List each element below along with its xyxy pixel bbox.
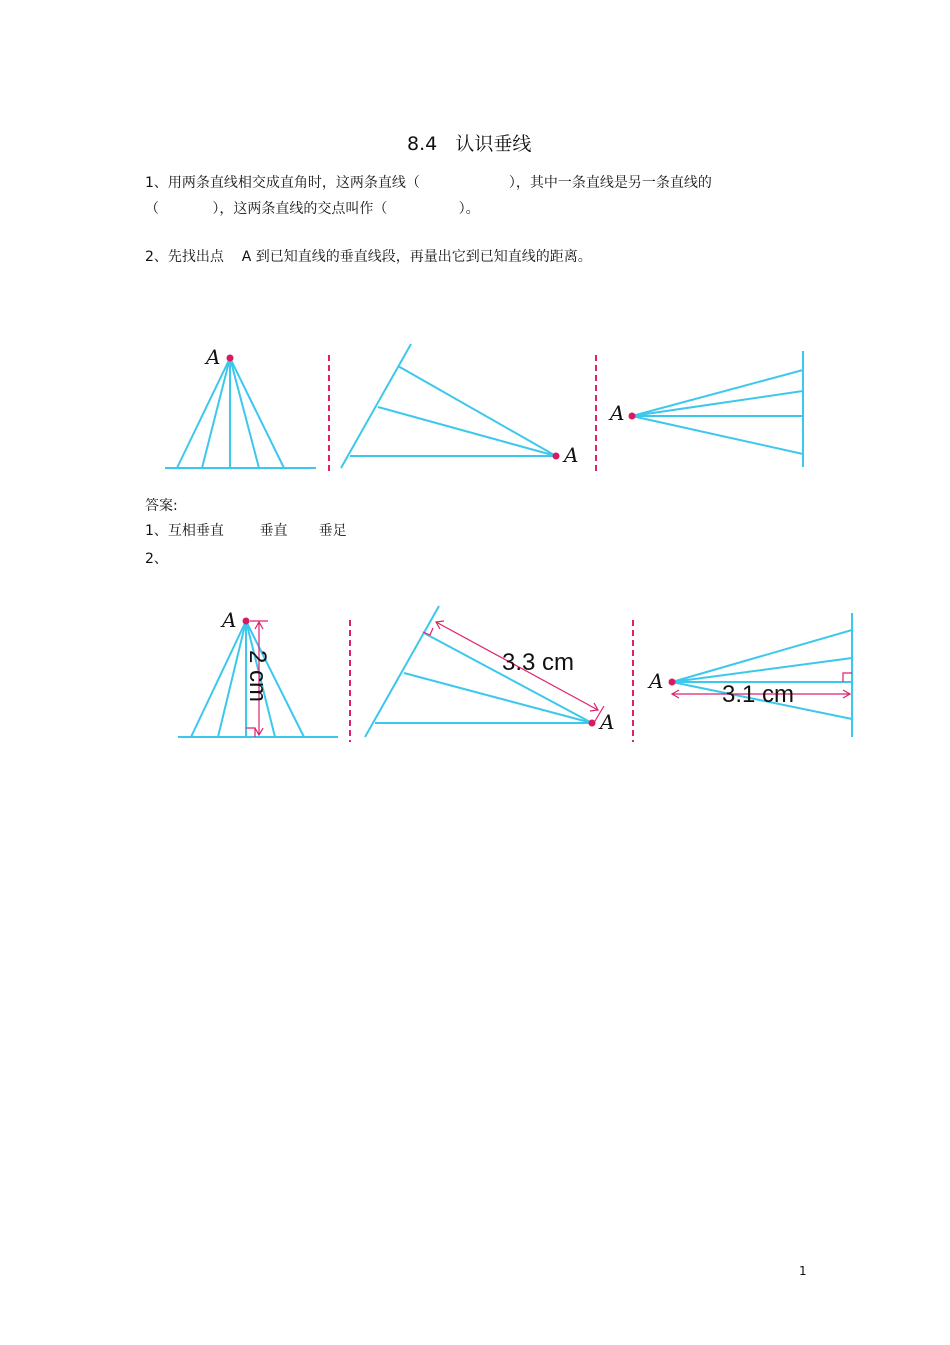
point-a-label: A [222,608,237,632]
question-1-line-1: 1、用两条直线相交成直角时，这两条直线（ ），其中一条直线是另一条直线的 [145,175,712,191]
answer-2: 2、 [145,551,168,567]
point-a-label: A [610,401,625,425]
question-1-line-2: （ ），这两条直线的交点叫作（ ）。 [145,201,480,217]
question-2-text: 2、先找出点 A 到已知直线的垂直线段，再量出它到已知直线的距离。 [145,249,592,265]
answer-heading: 答案: [145,498,178,514]
measure-label: 2 cm [244,650,271,703]
point-a-label: A [564,443,579,467]
point-a-label: A [649,669,664,693]
point-a-label: A [600,710,615,734]
measure-label: 3.3 cm [502,649,575,676]
point-a-label: A [206,345,221,369]
answer-1: 1、互相垂直 垂直 垂足 [145,523,347,539]
answer-figure-2 [365,606,614,737]
page-title: 8.4 认识垂线 [407,133,532,155]
page-number: 1 [799,1264,807,1278]
answer-figure-3 [647,613,852,737]
answer-figure-1 [178,608,338,737]
measure-label: 3.1 cm [722,681,795,708]
